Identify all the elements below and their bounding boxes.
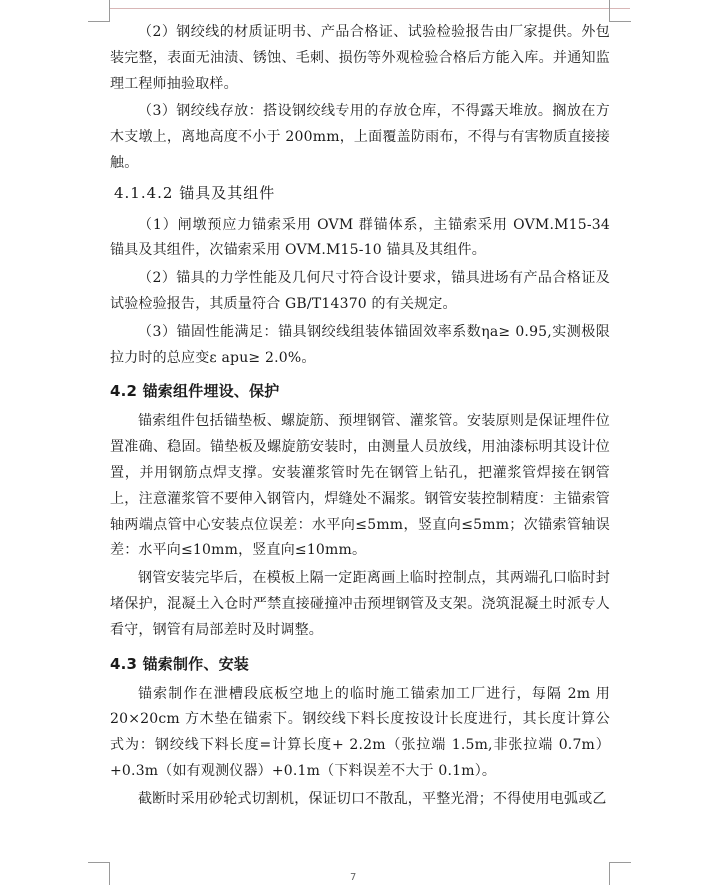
- section-heading-43: 4.3 锚索制作、安装: [110, 654, 249, 673]
- paragraph: 截断时采用砂轮式切割机，保证切口不散乱，平整光滑；不得使用电弧或乙: [138, 790, 607, 807]
- section-heading-4142: 4.1.4.2 锚具及其组件: [114, 183, 276, 202]
- paragraph: （3）钢绞线存放：搭设钢绞线专用的存放仓库，不得露天堆放。搁放在方木支墩上，离地高度不小于 200mm，上面覆盖防雨布，不得与有害物质直接接触。: [110, 103, 610, 171]
- paragraph: （2）钢绞线的材质证明书、产品合格证、试验检验报告由厂家提供。外包装完整，表面无油渍、锈蚀、毛刺、损伤等外观检验合格后方能入库。并通知监理工程师抽验取样。: [110, 24, 610, 92]
- crop-mark-top-right-v: [609, 0, 610, 22]
- crop-mark-bottom-left-v: [109, 862, 110, 885]
- crop-mark-top-left-v: [109, 0, 110, 22]
- crop-mark-top-left-h: [88, 21, 110, 22]
- section-heading-42: 4.2 锚索组件埋设、保护: [110, 382, 280, 401]
- crop-mark-bottom-left-h: [88, 862, 110, 863]
- crop-mark-bottom-right-v: [609, 862, 610, 885]
- paragraph: 锚索组件包括锚垫板、螺旋筋、预埋钢管、灌浆管。安装原则是保证埋件位置准确、稳固。锚垫板及螺旋筋安装时，由测量人员放线，用油漆标明其设计位置，并用钢筋点焊支撑。安装灌浆管时先在钢管上钻孔，把灌浆管焊接在钢管上，注意灌浆管不要伸入钢管内，焊缝处不漏浆。钢管安装控制精度：主锚索管轴两端点管中心安装点位误差：水平向≤5mm，竖直向≤5mm；次锚索管轴误差：水平向≤10mm，竖直向≤10mm。: [110, 413, 610, 559]
- header-rule: [110, 8, 630, 9]
- paragraph: （3）锚固性能满足：锚具钢绞线组装体锚固效率系数ηa≥ 0.95,实测极限拉力时的总应变ε apu≥ 2.0%。: [110, 323, 610, 366]
- paragraph: 锚索制作在泄槽段底板空地上的临时施工锚索加工厂进行，每隔 2m 用 20×20cm 方木垫在锚索下。钢绞线下料长度按设计长度进行，其长度计算公式为：钢绞线下料长度=计算长度+ 2.2m（张拉端 1.5m,非张拉端 0.7m）+0.3m（如有观测仪器）+0.1m（下料误差不大于 0.1m）。: [110, 685, 610, 779]
- document-body: [110, 20, 610, 815]
- crop-mark-bottom-right-h: [609, 862, 631, 863]
- paragraph: （1）闸墩预应力锚索采用 OVM 群锚体系，主锚索采用 OVM.M15-34 锚具及其组件，次锚索采用 OVM.M15-10 锚具及其组件。: [110, 216, 610, 259]
- paragraph: 钢管安装完毕后，在模板上隔一定距离画上临时控制点，其两端孔口临时封堵保护，混凝土入仓时严禁直接碰撞冲击预埋钢管及支架。浇筑混凝土时派专人看守，钢管有局部差时及时调整。: [110, 570, 610, 638]
- page-number: 7: [350, 872, 357, 883]
- paragraph: （2）锚具的力学性能及几何尺寸符合设计要求，锚具进场有产品合格证及试验检验报告，其质量符合 GB/T14370 的有关规定。: [110, 270, 610, 312]
- crop-mark-top-right-h: [609, 21, 631, 22]
